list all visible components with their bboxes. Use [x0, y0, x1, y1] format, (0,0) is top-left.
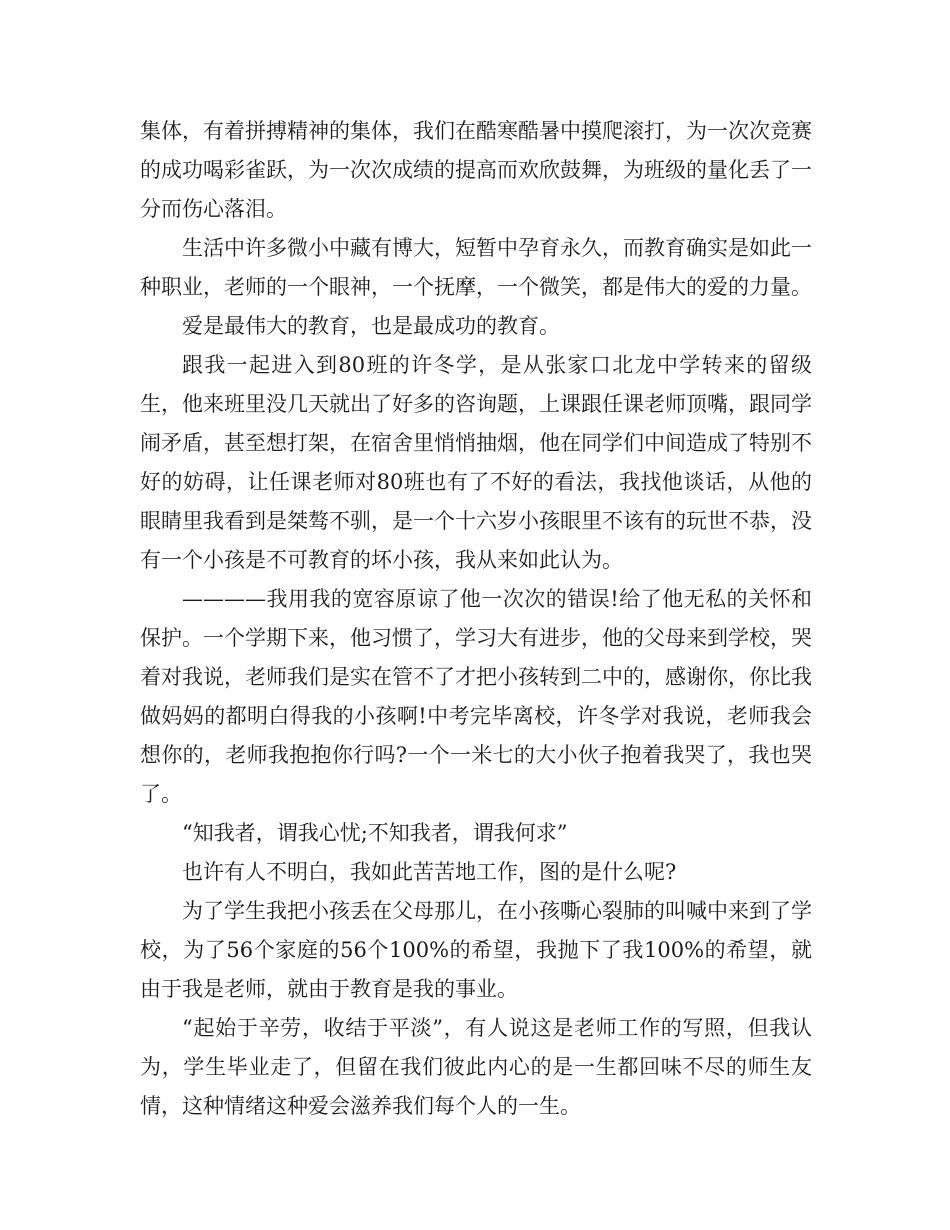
paragraph-8: 为了学生我把小孩丢在父母那儿，在小孩嘶心裂肺的叫喊中来到了学校，为了56个家庭的56个100%的希望，我抛下了我100%的希望，就由于我是老师，就由于教育是我的事业。 [140, 899, 812, 1001]
paragraph-4: 跟我一起进入到80班的许冬学，是从张家口北龙中学转来的留级生，他来班里没几天就出了好多的咨询题，上课跟任课老师顶嘴，跟同学闹矛盾，甚至想打架，在宿舍里悄悄抽烟，他在同学们中间造成了特别不好的妨碍，让任课老师对80班也有了不好的看法，我找他谈话，从他的眼睛里我看到是桀骜不驯，是一个十六岁小孩眼里不该有的玩世不恭，没有一个小孩是不可教育的坏小孩，我从来如此认为。 [140, 353, 812, 572]
paragraph-7: 也许有人不明白，我如此苦苦地工作，图的是什么呢? [182, 860, 677, 884]
paragraph-6-quote: “知我者，谓我心忧;不知我者，谓我何求” [182, 821, 568, 845]
paragraph-2: 生活中许多微小中藏有博大，短暂中孕育永久，而教育确实是如此一种职业，老师的一个眼神，一个抚摩，一个微笑，都是伟大的爱的力量。 [140, 236, 812, 299]
document-body [140, 112, 812, 1126]
paragraph-1: 集体，有着拼搏精神的集体，我们在酷寒酷暑中摸爬滚打，为一次次竞赛的成功喝彩雀跃，为一次次成绩的提高而欢欣鼓舞，为班级的量化丢了一分而伤心落泪。 [140, 119, 812, 221]
paragraph-3: 爱是最伟大的教育，也是最成功的教育。 [182, 314, 560, 338]
paragraph-9: “起始于辛劳，收结于平淡”，有人说这是老师工作的写照，但我认为，学生毕业走了，但留在我们彼此内心的是一生都回味不尽的师生友情，这种情绪这种爱会滋养我们每个人的一生。 [140, 1016, 812, 1118]
paragraph-5: ————我用我的宽容原谅了他一次次的错误!给了他无私的关怀和保护。一个学期下来，他习惯了，学习大有进步，他的父母来到学校，哭着对我说，老师我们是实在管不了才把小孩转到二中的，感谢你，你比我做妈妈的都明白得我的小孩啊!中考完毕离校，许冬学对我说，老师我会想你的，老师我抱抱你行吗?一个一米七的大小伙子抱着我哭了，我也哭了。 [140, 587, 812, 806]
